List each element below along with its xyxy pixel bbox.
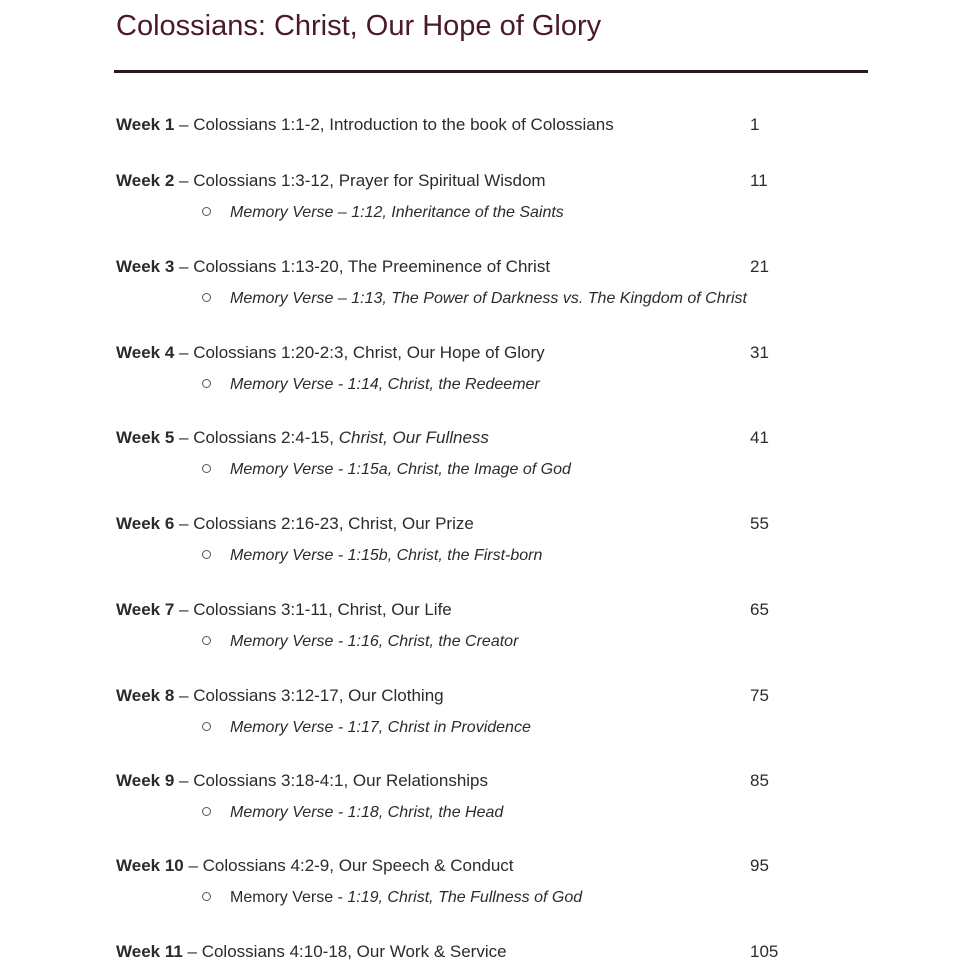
toc-entry-title xyxy=(116,599,452,621)
circle-bullet-icon xyxy=(202,636,211,645)
toc-entry-week-4 xyxy=(0,342,980,422)
week-label: Week 4 xyxy=(116,343,175,362)
memory-verse-text: Memory Verse – 1:13, The Power of Darkness vs. The Kingdom of Christ xyxy=(230,290,747,307)
toc-entry-week-10 xyxy=(0,855,980,935)
toc-entry-week-11 xyxy=(0,941,980,980)
week-title: Colossians 2:4-15, xyxy=(193,428,339,447)
toc-entry-title xyxy=(116,513,474,535)
memory-verse-prefix: Memory Verse - xyxy=(230,889,348,906)
toc-entry-title xyxy=(116,342,545,364)
memory-verse-item xyxy=(202,887,582,909)
toc-entry-title xyxy=(116,685,444,707)
week-label: Week 6 xyxy=(116,514,175,533)
memory-verse-item xyxy=(202,631,518,653)
page-number: 11 xyxy=(750,171,768,190)
page-number: 21 xyxy=(750,257,769,276)
toc-entry-week-2 xyxy=(0,170,980,250)
separator: – xyxy=(174,600,194,619)
page-number: 95 xyxy=(750,856,769,875)
separator: – xyxy=(183,856,203,875)
week-title: Colossians 1:13-20, The Preeminence of Christ xyxy=(193,257,551,276)
week-label: Week 2 xyxy=(116,171,175,190)
memory-verse-item xyxy=(202,545,542,567)
toc-entry-week-9 xyxy=(0,770,980,850)
page-number: 85 xyxy=(750,771,769,790)
week-title: Colossians 2:16-23, Christ, Our Prize xyxy=(193,514,474,533)
week-label: Week 8 xyxy=(116,686,175,705)
separator: – xyxy=(174,171,194,190)
toc-entry-title xyxy=(116,427,489,449)
circle-bullet-icon xyxy=(202,464,211,473)
page-title: Colossians: Christ, Our Hope of Glory xyxy=(116,10,602,42)
page-number: 55 xyxy=(750,514,769,533)
separator: – xyxy=(174,771,194,790)
week-label: Week 10 xyxy=(116,856,184,875)
week-title: Colossians 1:1-2, Introduction to the book of Colossians xyxy=(193,115,614,134)
separator: – xyxy=(174,343,194,362)
memory-verse-item xyxy=(202,288,747,310)
toc-entry-title xyxy=(116,170,546,192)
week-title-italic: Christ, Our Fullness xyxy=(338,428,489,447)
circle-bullet-icon xyxy=(202,807,211,816)
circle-bullet-icon xyxy=(202,379,211,388)
toc-entry-week-8 xyxy=(0,685,980,765)
separator: – xyxy=(182,942,202,961)
week-title: Colossians 3:1-11, Christ, Our Life xyxy=(193,600,452,619)
page-number: 41 xyxy=(750,428,769,447)
toc-entry-title xyxy=(116,770,488,792)
circle-bullet-icon xyxy=(202,207,211,216)
toc-entry-title xyxy=(116,256,550,278)
toc-entry-week-3 xyxy=(0,256,980,336)
week-title: Colossians 4:2-9, Our Speech & Conduct xyxy=(202,856,514,875)
page-number: 105 xyxy=(750,942,779,961)
toc-entry-week-5 xyxy=(0,427,980,507)
toc-entry-title xyxy=(116,855,514,877)
toc-entry-week-6 xyxy=(0,513,980,593)
memory-verse-item xyxy=(202,459,571,481)
memory-verse-text: 1:19, Christ, The Fullness of God xyxy=(347,889,583,906)
memory-verse-text: Memory Verse - 1:15b, Christ, the First-born xyxy=(230,547,543,564)
separator: – xyxy=(174,257,194,276)
memory-verse-item xyxy=(202,802,503,824)
week-title: Colossians 1:3-12, Prayer for Spiritual Wisdom xyxy=(193,171,546,190)
memory-verse-item xyxy=(202,202,564,224)
separator: – xyxy=(174,115,194,134)
circle-bullet-icon xyxy=(202,892,211,901)
memory-verse-text: Memory Verse - 1:17, Christ in Providence xyxy=(230,719,531,736)
page-number: 75 xyxy=(750,686,769,705)
week-label: Week 1 xyxy=(116,115,175,134)
page-number: 65 xyxy=(750,600,769,619)
week-title: Colossians 4:10-18, Our Work & Service xyxy=(201,942,507,961)
toc-entry-week-7 xyxy=(0,599,980,679)
toc-entry-title xyxy=(116,114,614,136)
week-label: Week 5 xyxy=(116,428,175,447)
page-number: 1 xyxy=(750,115,760,134)
memory-verse-item xyxy=(202,374,540,396)
week-title: Colossians 3:18-4:1, Our Relationships xyxy=(193,771,489,790)
week-label: Week 11 xyxy=(116,942,183,961)
memory-verse-text: Memory Verse - 1:16, Christ, the Creator xyxy=(230,633,519,650)
page-number: 31 xyxy=(750,343,769,362)
memory-verse-item xyxy=(202,717,531,739)
toc-entry-title xyxy=(116,941,507,963)
week-label: Week 7 xyxy=(116,600,175,619)
memory-verse-text: Memory Verse - 1:14, Christ, the Redeemer xyxy=(230,376,540,393)
separator: – xyxy=(174,686,194,705)
separator: – xyxy=(174,428,194,447)
memory-verse-text: Memory Verse – 1:12, Inheritance of the Saints xyxy=(230,204,564,221)
week-label: Week 9 xyxy=(116,771,175,790)
week-label: Week 3 xyxy=(116,257,175,276)
memory-verse-text: Memory Verse - 1:15a, Christ, the Image of God xyxy=(230,461,571,478)
circle-bullet-icon xyxy=(202,550,211,559)
circle-bullet-icon xyxy=(202,722,211,731)
week-title: Colossians 3:12-17, Our Clothing xyxy=(193,686,444,705)
week-title: Colossians 1:20-2:3, Christ, Our Hope of Glory xyxy=(193,343,545,362)
separator: – xyxy=(174,514,194,533)
memory-verse-text: Memory Verse - 1:18, Christ, the Head xyxy=(230,804,504,821)
circle-bullet-icon xyxy=(202,293,211,302)
